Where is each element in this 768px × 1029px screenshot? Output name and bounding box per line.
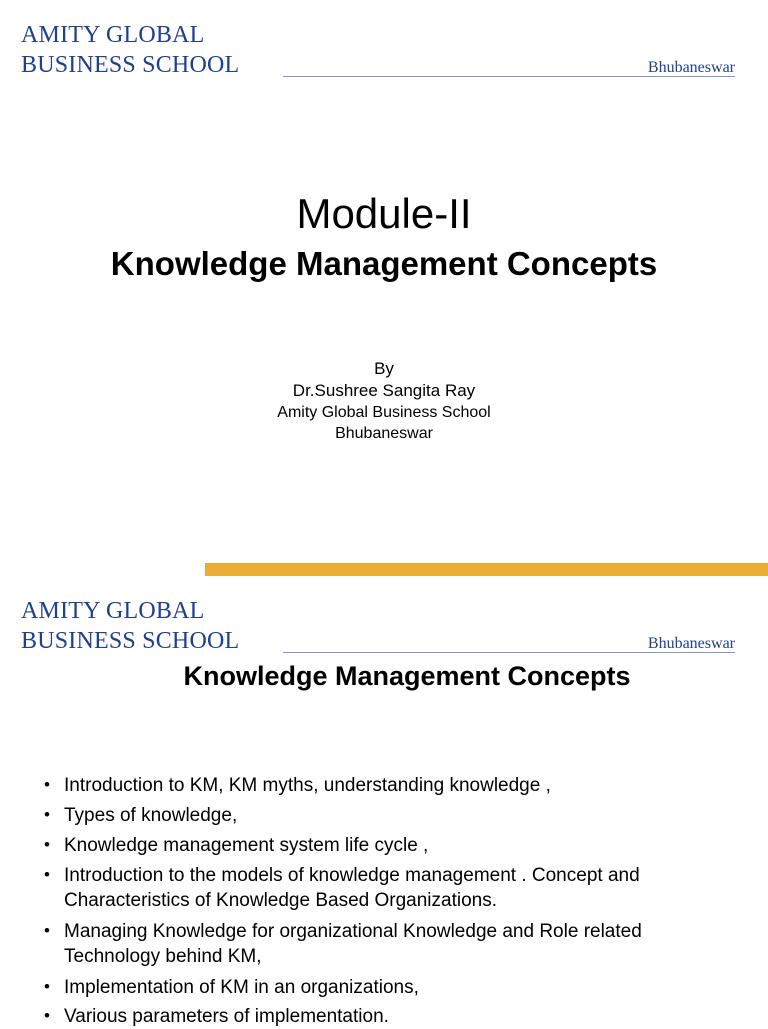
campus-label: Bhubaneswar bbox=[647, 635, 735, 652]
slide-title: Knowledge Management Concepts bbox=[183, 661, 631, 691]
list-item-text: Types of knowledge, bbox=[64, 805, 238, 826]
by-label: By bbox=[374, 359, 394, 378]
bullet-icon: • bbox=[44, 921, 50, 940]
list-item-text: Implementation of KM in an organizations, bbox=[64, 977, 419, 998]
list-item bbox=[44, 773, 734, 798]
slide-title: Knowledge Management Concepts bbox=[110, 245, 658, 282]
bullet-icon: • bbox=[44, 865, 50, 884]
logo-line-1: AMITY GLOBAL bbox=[21, 22, 205, 48]
gold-accent-band bbox=[205, 563, 768, 576]
list-item bbox=[44, 833, 734, 858]
list-item-text: Various parameters of implementation. bbox=[64, 1006, 389, 1027]
school-logo bbox=[21, 20, 239, 80]
bullet-icon: • bbox=[44, 977, 50, 996]
list-item bbox=[44, 1004, 734, 1029]
author-school: Amity Global Business School bbox=[277, 404, 491, 421]
list-item bbox=[44, 803, 734, 828]
bullet-icon: • bbox=[44, 1006, 50, 1025]
logo-line-1: AMITY GLOBAL bbox=[21, 598, 205, 624]
school-logo bbox=[21, 596, 239, 656]
bullet-icon: • bbox=[44, 835, 50, 854]
list-item-text: Introduction to the models of knowledge management . Concept and Characteristics of Knowledge Based Organizations. bbox=[64, 865, 640, 911]
logo-line-2: BUSINESS SCHOOL bbox=[21, 628, 240, 654]
list-item-text: Knowledge management system life cycle , bbox=[64, 835, 429, 856]
list-item bbox=[44, 919, 734, 969]
list-item-text: Managing Knowledge for organizational Knowledge and Role related Technology behind KM, bbox=[64, 921, 642, 967]
list-item bbox=[44, 975, 734, 1000]
list-item bbox=[44, 863, 734, 913]
module-title: Module-II bbox=[296, 190, 472, 237]
list-item-text: Introduction to KM, KM myths, understanding knowledge , bbox=[64, 775, 551, 796]
bullet-icon: • bbox=[44, 805, 50, 824]
logo-line-2: BUSINESS SCHOOL bbox=[21, 52, 240, 78]
bullet-icon: • bbox=[44, 775, 50, 794]
author-city: Bhubaneswar bbox=[335, 425, 433, 442]
author-name: Dr.Sushree Sangita Ray bbox=[292, 381, 476, 400]
campus-label: Bhubaneswar bbox=[647, 59, 735, 76]
